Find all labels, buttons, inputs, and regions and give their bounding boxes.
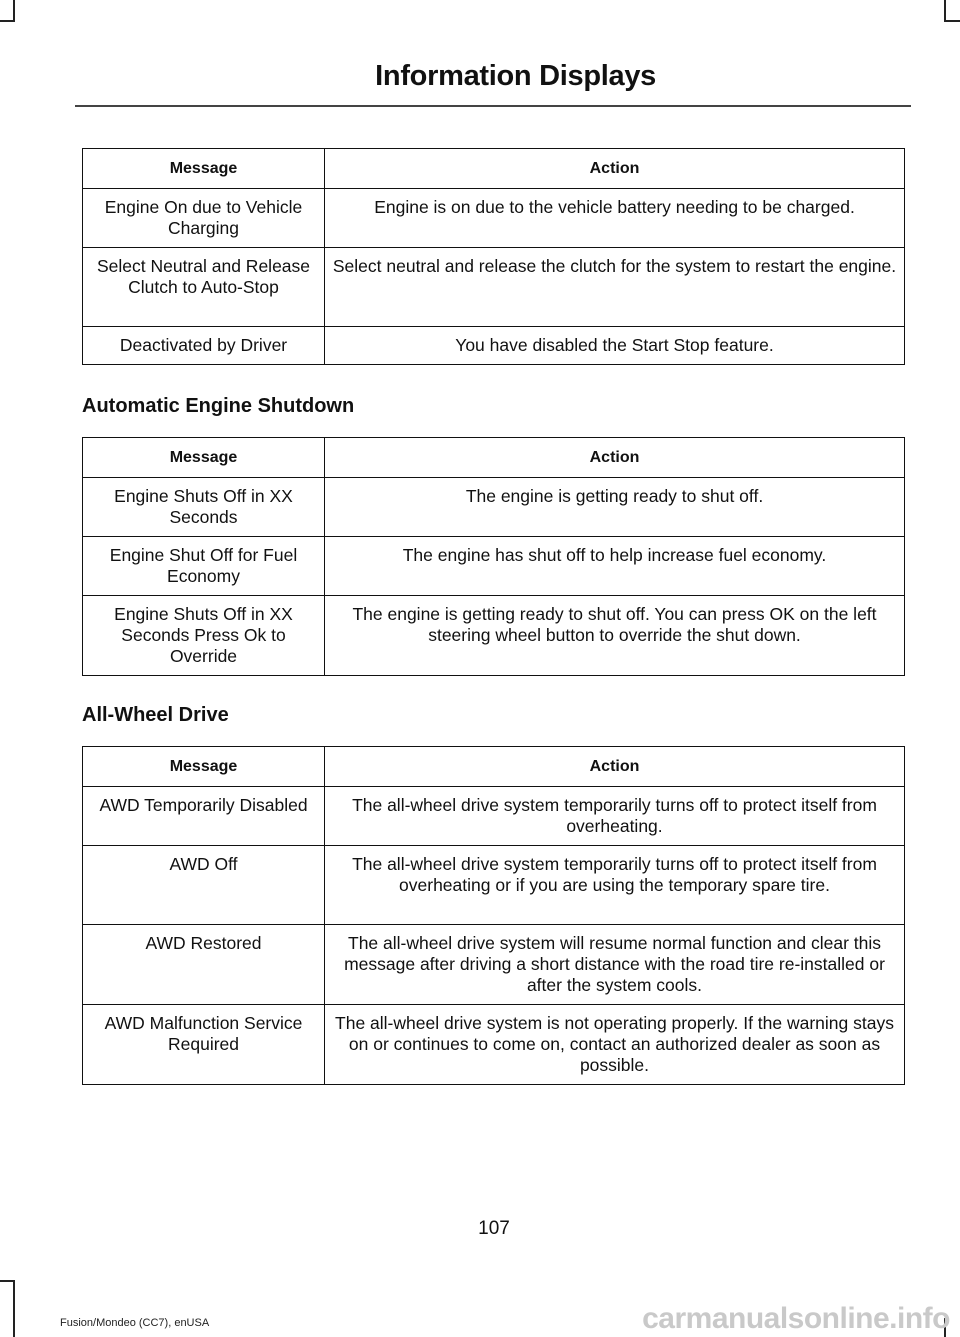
crop-mark [944,20,960,22]
action-cell: The all-wheel drive system temporarily turns off to protect itself from overheating. [325,787,905,846]
message-cell: Engine Shuts Off in XX Seconds Press Ok to Override [83,596,325,676]
crop-mark [13,0,15,22]
message-table-engine-shutdown [82,437,905,676]
table-row [83,537,905,596]
crop-mark [0,1280,15,1282]
message-cell: Deactivated by Driver [83,327,325,365]
table-header-row [83,747,905,787]
table-row [83,596,905,676]
action-cell: The all-wheel drive system will resume normal function and clear this message after driving a short distance with the road tire re-installed or after the system cools. [325,925,905,1005]
section-heading: Automatic Engine Shutdown [82,395,355,417]
message-cell: Engine Shuts Off in XX Seconds [83,478,325,537]
message-cell: Select Neutral and Release Clutch to Auto-Stop [83,248,325,327]
message-cell: Engine Shut Off for Fuel Economy [83,537,325,596]
crop-mark [944,0,946,22]
action-cell: The all-wheel drive system temporarily turns off to protect itself from overheating or if you are using the temporary spare tire. [325,846,905,925]
table-header-row [83,438,905,478]
crop-mark [0,20,15,22]
action-cell: The engine has shut off to help increase fuel economy. [325,537,905,596]
column-header-message: Message [83,149,325,189]
message-cell: AWD Malfunction Service Required [83,1005,325,1085]
message-cell: AWD Temporarily Disabled [83,787,325,846]
crop-mark [13,1280,15,1337]
table-row [83,846,905,925]
watermark: carmanualsonline.info [642,1302,950,1335]
message-table-start-stop [82,148,905,365]
message-cell: AWD Restored [83,925,325,1005]
page-number: 107 [478,1218,510,1239]
action-cell: You have disabled the Start Stop feature. [325,327,905,365]
table-row [83,787,905,846]
document-id: Fusion/Mondeo (CC7), enUSA [60,1317,210,1329]
action-cell: The engine is getting ready to shut off. You can press OK on the left steering wheel button to override the shut down. [325,596,905,676]
table-row [83,1005,905,1085]
page-title: Information Displays [375,60,656,92]
table-row [83,189,905,248]
column-header-action: Action [325,438,905,478]
header-divider [75,105,911,107]
section-heading: All-Wheel Drive [82,704,229,726]
message-table-awd [82,746,905,1085]
table-row [83,478,905,537]
column-header-action: Action [325,747,905,787]
action-cell: The engine is getting ready to shut off. [325,478,905,537]
action-cell: Select neutral and release the clutch for the system to restart the engine. [325,248,905,327]
message-cell: AWD Off [83,846,325,925]
column-header-action: Action [325,149,905,189]
table-header-row [83,149,905,189]
table-row [83,925,905,1005]
column-header-message: Message [83,747,325,787]
column-header-message: Message [83,438,325,478]
message-cell: Engine On due to Vehicle Charging [83,189,325,248]
action-cell: The all-wheel drive system is not operating properly. If the warning stays on or continues to come on, contact an authorized dealer as soon as possible. [325,1005,905,1085]
action-cell: Engine is on due to the vehicle battery needing to be charged. [325,189,905,248]
table-row [83,248,905,327]
table-row [83,327,905,365]
